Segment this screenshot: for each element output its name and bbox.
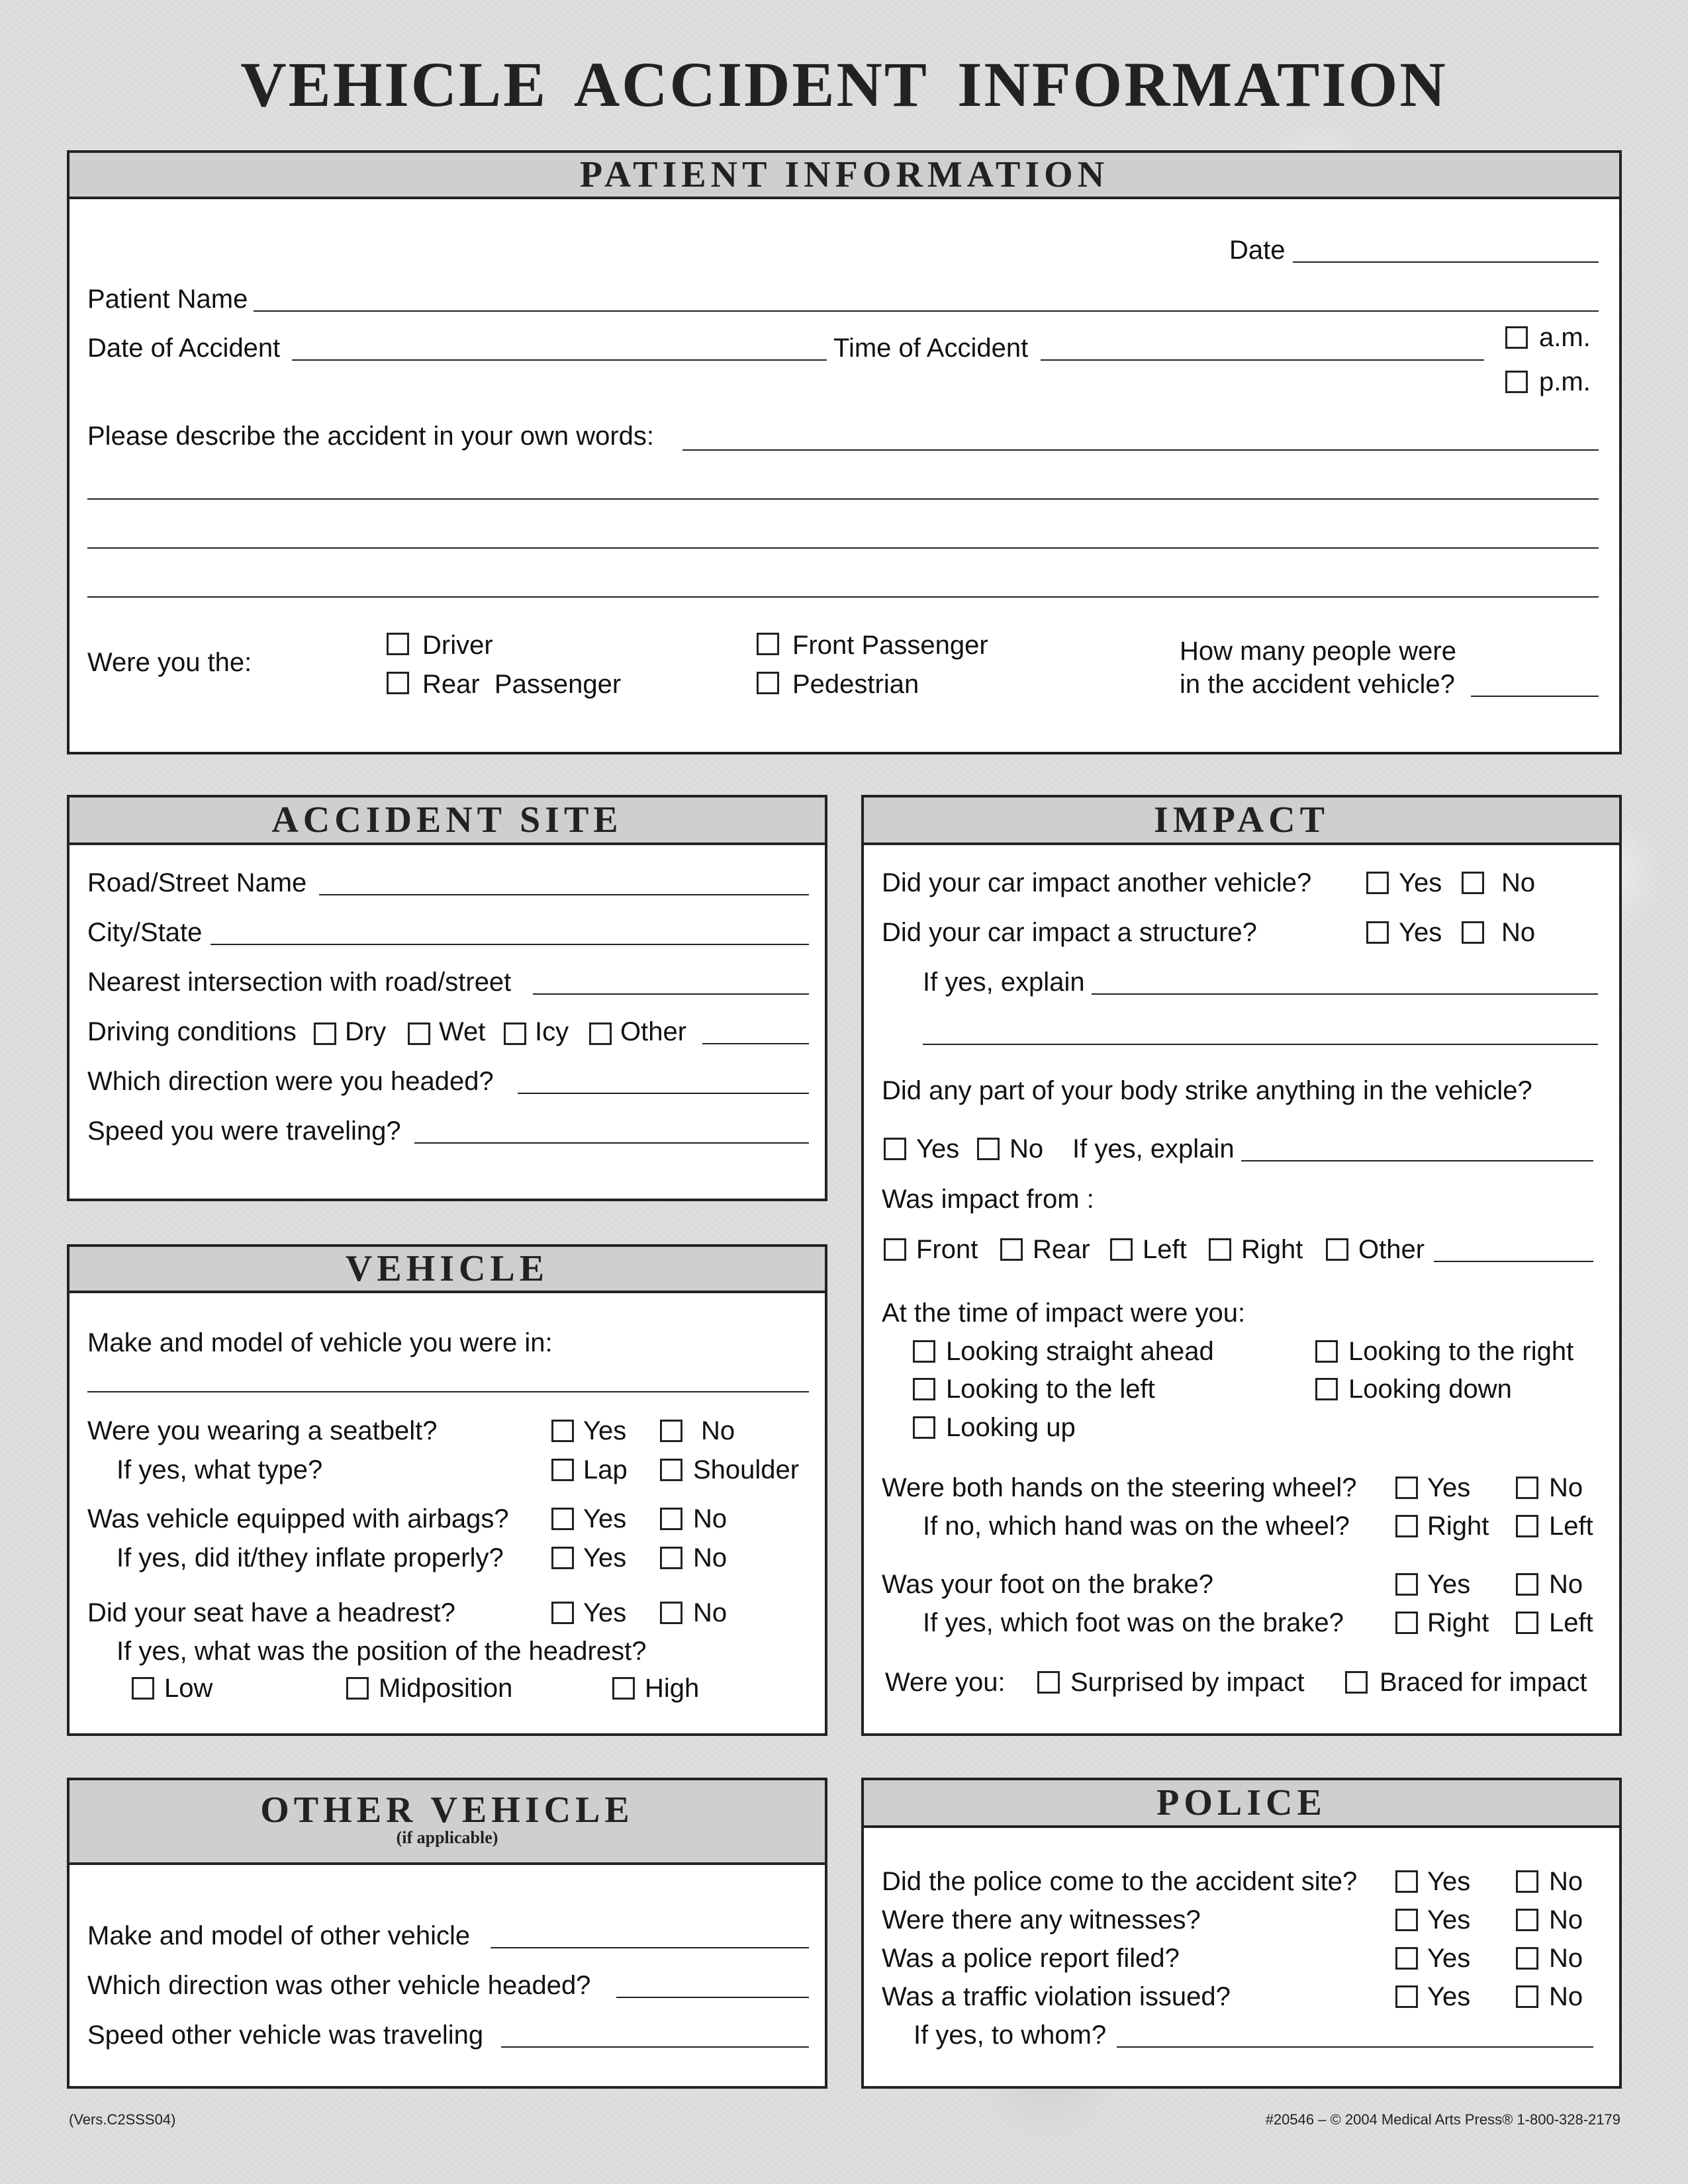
describe-accident-label: Please describe the accident in your own words: [87, 422, 655, 451]
impact-vehicle-question: Did your car impact another vehicle? [882, 868, 1312, 897]
impact-heading: IMPACT [864, 797, 1619, 845]
headrest-no-checkbox[interactable] [660, 1602, 682, 1624]
date-of-accident-field[interactable] [292, 359, 827, 361]
seatbelt-label: Were you wearing a seatbelt? [87, 1416, 438, 1445]
time-of-impact-label: At the time of impact were you: [882, 1298, 1246, 1328]
witnesses-question: Were there any witnesses? [882, 1905, 1201, 1934]
impact-from-label: Was impact from : [882, 1185, 1094, 1214]
inflate-yes-label: Yes [583, 1543, 627, 1572]
braced-checkbox[interactable] [1345, 1671, 1368, 1694]
impact-vehicle-yes-label: Yes [1399, 868, 1442, 897]
shoulder-label: Shoulder [693, 1455, 800, 1484]
looking-right-label: Looking to the right [1348, 1337, 1574, 1366]
brake-yes-checkbox[interactable] [1395, 1573, 1418, 1596]
pedestrian-checkbox[interactable] [757, 672, 779, 694]
witnesses-no-checkbox[interactable] [1516, 1909, 1538, 1931]
police-came-yes-label: Yes [1427, 1867, 1471, 1896]
impact-panel [861, 795, 1622, 1736]
hands-yes-checkbox[interactable] [1395, 1477, 1418, 1499]
speed-traveling-field[interactable] [414, 1142, 809, 1144]
airbags-yes-checkbox[interactable] [551, 1508, 574, 1530]
pm-label: p.m. [1539, 367, 1591, 396]
foot-left-label: Left [1549, 1608, 1593, 1637]
headrest-yes-label: Yes [583, 1598, 627, 1627]
police-came-no-checkbox[interactable] [1516, 1870, 1538, 1893]
violation-yes-label: Yes [1427, 1982, 1471, 2011]
hand-left-label: Left [1549, 1512, 1593, 1541]
brake-question: Was your foot on the brake? [882, 1570, 1214, 1599]
foot-left-checkbox[interactable] [1516, 1612, 1538, 1634]
other-direction-label: Which direction was other vehicle headed? [87, 1971, 591, 2000]
patient-name-label: Patient Name [87, 285, 248, 314]
front-passenger-checkbox[interactable] [757, 633, 779, 655]
other-make-field[interactable] [491, 1947, 809, 1948]
police-came-yes-checkbox[interactable] [1395, 1870, 1418, 1893]
inflate-no-checkbox[interactable] [660, 1547, 682, 1569]
structure-explain-field-1[interactable] [1092, 993, 1598, 995]
high-checkbox[interactable] [612, 1677, 635, 1700]
impact-vehicle-yes-checkbox[interactable] [1366, 872, 1389, 894]
road-street-label: Road/Street Name [87, 868, 307, 897]
airbags-no-label: No [693, 1504, 727, 1533]
seatbelt-type-label: If yes, what type? [117, 1455, 323, 1484]
patient-information-heading: PATIENT INFORMATION [70, 153, 1619, 199]
looking-right-checkbox[interactable] [1315, 1340, 1338, 1363]
right-checkbox[interactable] [1209, 1238, 1231, 1261]
body-explain-field[interactable] [1241, 1160, 1593, 1161]
impact-structure-no-checkbox[interactable] [1462, 921, 1484, 944]
pedestrian-label: Pedestrian [792, 670, 919, 699]
front-checkbox[interactable] [884, 1238, 906, 1261]
driver-checkbox[interactable] [387, 633, 409, 655]
wet-checkbox[interactable] [408, 1023, 430, 1045]
version-code: (Vers.C2SSS04) [69, 2111, 176, 2128]
report-no-checkbox[interactable] [1516, 1947, 1538, 1970]
lap-label: Lap [583, 1455, 628, 1484]
describe-line-4[interactable] [87, 596, 1599, 598]
patient-name-field[interactable] [254, 310, 1599, 312]
witnesses-yes-checkbox[interactable] [1395, 1909, 1418, 1931]
looking-down-label: Looking down [1348, 1375, 1512, 1404]
how-many-people-label-1: How many people were [1180, 637, 1456, 666]
speed-traveling-label: Speed you were traveling? [87, 1116, 401, 1146]
vehicle-heading: VEHICLE [70, 1247, 825, 1293]
headrest-yes-checkbox[interactable] [551, 1602, 574, 1624]
impact-structure-no-label: No [1501, 918, 1536, 947]
seatbelt-yes-checkbox[interactable] [551, 1420, 574, 1442]
body-strike-no-checkbox[interactable] [977, 1138, 1000, 1160]
looking-up-label: Looking up [946, 1413, 1076, 1442]
hand-left-checkbox[interactable] [1516, 1515, 1538, 1537]
driving-conditions-label: Driving conditions [87, 1017, 297, 1046]
foot-right-checkbox[interactable] [1395, 1612, 1418, 1634]
body-explain-label: If yes, explain [1072, 1134, 1235, 1163]
which-hand-question: If no, which hand was on the wheel? [923, 1512, 1350, 1541]
hand-right-label: Right [1427, 1512, 1489, 1541]
impact-vehicle-no-label: No [1501, 868, 1536, 897]
intersection-label: Nearest intersection with road/street [87, 968, 512, 997]
police-heading: POLICE [864, 1780, 1619, 1828]
hands-no-checkbox[interactable] [1516, 1477, 1538, 1499]
report-question: Was a police report filed? [882, 1944, 1180, 1973]
vehicle-panel [67, 1244, 827, 1736]
shoulder-checkbox[interactable] [660, 1459, 682, 1481]
how-many-people-label-2: in the accident vehicle? [1180, 670, 1455, 699]
hand-right-checkbox[interactable] [1395, 1515, 1418, 1537]
date-of-accident-label: Date of Accident [87, 334, 281, 363]
vehicle-make-label: Make and model of vehicle you were in: [87, 1328, 553, 1357]
airbags-yes-label: Yes [583, 1504, 627, 1533]
date-label: Date [1229, 236, 1286, 265]
other-condition-checkbox[interactable] [589, 1023, 612, 1045]
direction-headed-label: Which direction were you headed? [87, 1067, 494, 1096]
airbags-label: Was vehicle equipped with airbags? [87, 1504, 509, 1533]
body-strike-no-label: No [1009, 1134, 1044, 1163]
other-speed-label: Speed other vehicle was traveling [87, 2021, 484, 2050]
icy-label: Icy [535, 1017, 569, 1046]
brake-yes-label: Yes [1427, 1570, 1471, 1599]
other-condition-label: Other [620, 1017, 687, 1046]
other-direction-label: Other [1358, 1235, 1425, 1264]
violation-yes-checkbox[interactable] [1395, 1985, 1418, 2008]
violation-no-checkbox[interactable] [1516, 1985, 1538, 2008]
police-came-question: Did the police come to the accident site? [882, 1867, 1358, 1896]
impact-structure-question: Did your car impact a structure? [882, 918, 1257, 947]
hands-no-label: No [1549, 1473, 1583, 1502]
right-label: Right [1241, 1235, 1303, 1264]
seatbelt-yes-label: Yes [583, 1416, 627, 1445]
inflate-label: If yes, did it/they inflate properly? [117, 1543, 504, 1572]
copyright-notice: #20546 – © 2004 Medical Arts Press® 1-800-328-2179 [1265, 2111, 1620, 2128]
time-of-accident-field[interactable] [1041, 359, 1484, 361]
low-checkbox[interactable] [132, 1677, 154, 1700]
other-make-label: Make and model of other vehicle [87, 1921, 471, 1950]
intersection-field[interactable] [533, 993, 809, 995]
inflate-yes-checkbox[interactable] [551, 1547, 574, 1569]
foot-right-label: Right [1427, 1608, 1489, 1637]
impact-structure-yes-checkbox[interactable] [1366, 921, 1389, 944]
report-yes-label: Yes [1427, 1944, 1471, 1973]
city-state-label: City/State [87, 918, 203, 947]
time-of-accident-label: Time of Accident [833, 334, 1029, 363]
looking-left-checkbox[interactable] [913, 1378, 935, 1400]
violation-question: Was a traffic violation issued? [882, 1982, 1231, 2011]
brake-no-label: No [1549, 1570, 1583, 1599]
surprised-checkbox[interactable] [1037, 1671, 1060, 1694]
hands-yes-label: Yes [1427, 1473, 1471, 1502]
surprised-label: Surprised by impact [1070, 1668, 1305, 1697]
impact-vehicle-no-checkbox[interactable] [1462, 872, 1484, 894]
other-vehicle-panel [67, 1778, 827, 2089]
midposition-checkbox[interactable] [346, 1677, 369, 1700]
rear-passenger-label: Rear Passenger [422, 670, 622, 699]
hands-question: Were both hands on the steering wheel? [882, 1473, 1357, 1502]
body-strike-question: Did any part of your body strike anything in the vehicle? [882, 1076, 1532, 1105]
other-vehicle-subtitle: (if applicable) [396, 1828, 498, 1847]
describe-line-3[interactable] [87, 547, 1599, 549]
other-direction-field[interactable] [1434, 1261, 1593, 1262]
report-no-label: No [1549, 1944, 1583, 1973]
other-direction-checkbox[interactable] [1326, 1238, 1348, 1261]
headrest-position-label: If yes, what was the position of the headrest? [117, 1637, 647, 1666]
dry-label: Dry [345, 1017, 387, 1046]
lap-checkbox[interactable] [551, 1459, 574, 1481]
police-panel [861, 1778, 1622, 2089]
which-foot-question: If yes, which foot was on the brake? [923, 1608, 1344, 1637]
airbags-no-checkbox[interactable] [660, 1508, 682, 1530]
body-strike-yes-label: Yes [916, 1134, 960, 1163]
high-label: High [645, 1674, 700, 1703]
front-passenger-label: Front Passenger [792, 631, 988, 660]
accident-site-panel [67, 795, 827, 1201]
accident-site-heading: ACCIDENT SITE [70, 797, 825, 845]
direction-headed-field[interactable] [518, 1093, 809, 1094]
looking-straight-checkbox[interactable] [913, 1340, 935, 1363]
violation-no-label: No [1549, 1982, 1583, 2011]
witnesses-yes-label: Yes [1427, 1905, 1471, 1934]
vehicle-make-field[interactable] [87, 1391, 809, 1392]
wet-label: Wet [439, 1017, 486, 1046]
report-yes-checkbox[interactable] [1395, 1947, 1418, 1970]
inflate-no-label: No [693, 1543, 727, 1572]
looking-left-label: Looking to the left [946, 1375, 1155, 1404]
other-vehicle-heading [70, 1780, 825, 1865]
impact-structure-yes-label: Yes [1399, 918, 1442, 947]
rear-checkbox[interactable] [1000, 1238, 1023, 1261]
headrest-no-label: No [693, 1598, 727, 1627]
were-you-label: Were you: [885, 1668, 1006, 1697]
structure-explain-field-2[interactable] [923, 1044, 1598, 1045]
structure-explain-label: If yes, explain [923, 968, 1085, 997]
midposition-label: Midposition [379, 1674, 513, 1703]
brake-no-checkbox[interactable] [1516, 1573, 1538, 1596]
looking-up-checkbox[interactable] [913, 1416, 935, 1439]
dry-checkbox[interactable] [314, 1023, 336, 1045]
rear-label: Rear [1033, 1235, 1090, 1264]
other-direction-field[interactable] [616, 1997, 809, 1998]
looking-straight-label: Looking straight ahead [946, 1337, 1214, 1366]
body-strike-yes-checkbox[interactable] [884, 1138, 906, 1160]
witnesses-no-label: No [1549, 1905, 1583, 1934]
rear-passenger-checkbox[interactable] [387, 672, 409, 694]
driver-label: Driver [422, 631, 493, 660]
am-label: a.m. [1539, 323, 1591, 352]
braced-label: Braced for impact [1380, 1668, 1587, 1697]
other-vehicle-title: OTHER VEHICLE [260, 1790, 634, 1831]
other-condition-field[interactable] [702, 1043, 809, 1044]
looking-down-checkbox[interactable] [1315, 1378, 1338, 1400]
icy-checkbox[interactable] [504, 1023, 526, 1045]
were-you-the-label: Were you the: [87, 648, 252, 677]
am-checkbox[interactable] [1505, 326, 1528, 349]
other-speed-field[interactable] [501, 2046, 809, 2048]
police-came-no-label: No [1549, 1867, 1583, 1896]
date-field[interactable] [1293, 261, 1599, 263]
left-label: Left [1143, 1235, 1187, 1264]
describe-line-1[interactable] [682, 449, 1599, 451]
seatbelt-no-label: No [701, 1416, 735, 1445]
patient-information-panel [67, 150, 1622, 754]
to-whom-field[interactable] [1117, 2046, 1593, 2048]
headrest-label: Did your seat have a headrest? [87, 1598, 455, 1627]
road-street-field[interactable] [319, 894, 809, 895]
low-label: Low [164, 1674, 213, 1703]
front-label: Front [916, 1235, 978, 1264]
how-many-people-field[interactable] [1471, 696, 1599, 697]
to-whom-label: If yes, to whom? [914, 2021, 1107, 2050]
describe-line-2[interactable] [87, 498, 1599, 500]
city-state-field[interactable] [211, 944, 809, 945]
left-checkbox[interactable] [1110, 1238, 1133, 1261]
pm-checkbox[interactable] [1505, 371, 1528, 393]
seatbelt-no-checkbox[interactable] [660, 1420, 682, 1442]
form-title: VEHICLE ACCIDENT INFORMATION [240, 49, 1448, 120]
